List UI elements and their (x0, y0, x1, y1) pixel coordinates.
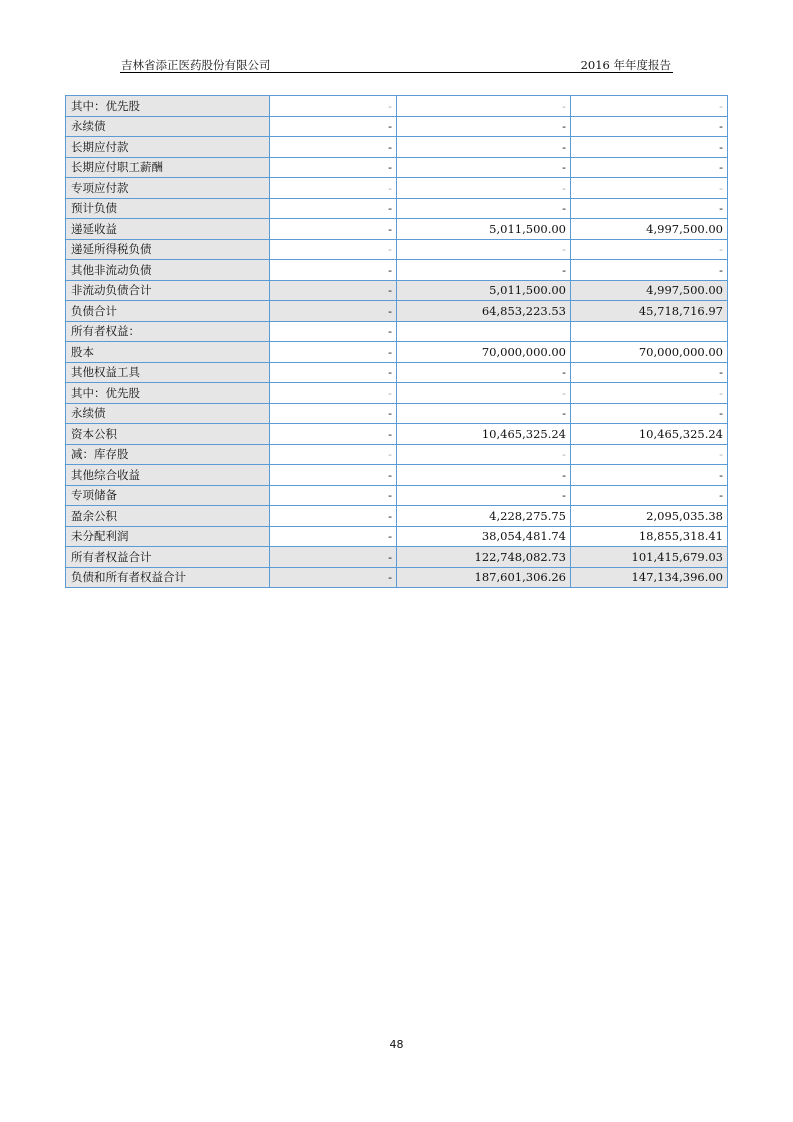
page-number: 48 (389, 1038, 404, 1051)
value-cell-col3: - (571, 362, 728, 383)
value-cell-col1: - (270, 219, 397, 240)
row-label: 专项储备 (66, 485, 270, 506)
value-cell-col1: - (270, 465, 397, 486)
value-cell-col3: - (571, 178, 728, 199)
value-cell-col2: 5,011,500.00 (397, 219, 571, 240)
value-cell-col1: - (270, 567, 397, 588)
value-cell-col1: - (270, 444, 397, 465)
table-row (66, 260, 728, 281)
table-row (66, 403, 728, 424)
table-row (66, 301, 728, 322)
table-row (66, 157, 728, 178)
value-cell-col3: 147,134,396.00 (571, 567, 728, 588)
value-cell-col2: - (397, 362, 571, 383)
row-label: 其中：优先股 (66, 383, 270, 404)
row-label: 负债和所有者权益合计 (66, 567, 270, 588)
value-cell-col3: - (571, 137, 728, 158)
value-cell-col3: - (571, 157, 728, 178)
row-label: 其他权益工具 (66, 362, 270, 383)
table-row (66, 567, 728, 588)
table-row (66, 96, 728, 117)
company-name: 吉林省添正医药股份有限公司 (121, 58, 271, 72)
value-cell-col1: - (270, 321, 397, 342)
value-cell-col3: 10,465,325.24 (571, 424, 728, 445)
value-cell-col1: - (270, 96, 397, 117)
balance-sheet-body (66, 96, 728, 588)
value-cell-col3: 2,095,035.38 (571, 506, 728, 527)
value-cell-col1: - (270, 403, 397, 424)
row-label: 永续债 (66, 403, 270, 424)
table-row (66, 342, 728, 363)
value-cell-col2: - (397, 137, 571, 158)
value-cell-col2: - (397, 403, 571, 424)
value-cell-col1: - (270, 506, 397, 527)
table-row (66, 526, 728, 547)
table-row (66, 444, 728, 465)
value-cell-col3: - (571, 96, 728, 117)
value-cell-col1: - (270, 424, 397, 445)
value-cell-col3: - (571, 239, 728, 260)
value-cell-col3: - (571, 403, 728, 424)
value-cell-col1: - (270, 178, 397, 199)
value-cell-col3: - (571, 383, 728, 404)
value-cell-col3: 45,718,716.97 (571, 301, 728, 322)
row-label: 递延所得税负债 (66, 239, 270, 260)
table-row (66, 321, 728, 342)
row-label: 长期应付款 (66, 137, 270, 158)
table-row (66, 506, 728, 527)
row-label: 其中：优先股 (66, 96, 270, 117)
value-cell-col2 (397, 321, 571, 342)
value-cell-col3: 101,415,679.03 (571, 547, 728, 568)
table-row (66, 178, 728, 199)
value-cell-col2: - (397, 465, 571, 486)
value-cell-col2: - (397, 116, 571, 137)
value-cell-col3: - (571, 260, 728, 281)
value-cell-col2: - (397, 260, 571, 281)
table-row (66, 485, 728, 506)
row-label: 所有者权益： (66, 321, 270, 342)
row-label: 专项应付款 (66, 178, 270, 199)
value-cell-col1: - (270, 260, 397, 281)
page-header (120, 56, 673, 73)
value-cell-col1: - (270, 157, 397, 178)
row-label: 减：库存股 (66, 444, 270, 465)
value-cell-col1: - (270, 198, 397, 219)
row-label: 资本公积 (66, 424, 270, 445)
value-cell-col1: - (270, 301, 397, 322)
value-cell-col3: 4,997,500.00 (571, 219, 728, 240)
row-label: 所有者权益合计 (66, 547, 270, 568)
value-cell-col2: 187,601,306.26 (397, 567, 571, 588)
table-row (66, 219, 728, 240)
value-cell-col1: - (270, 362, 397, 383)
table-row (66, 280, 728, 301)
value-cell-col2: - (397, 157, 571, 178)
value-cell-col3: - (571, 485, 728, 506)
value-cell-col2: - (397, 198, 571, 219)
table-row (66, 239, 728, 260)
balance-sheet-table (65, 95, 728, 588)
table-row (66, 362, 728, 383)
table-row (66, 116, 728, 137)
row-label: 非流动负债合计 (66, 280, 270, 301)
value-cell-col3: - (571, 198, 728, 219)
row-label: 其他非流动负债 (66, 260, 270, 281)
row-label: 股本 (66, 342, 270, 363)
value-cell-col2: 4,228,275.75 (397, 506, 571, 527)
value-cell-col3: - (571, 444, 728, 465)
value-cell-col3: 70,000,000.00 (571, 342, 728, 363)
value-cell-col2: 64,853,223.53 (397, 301, 571, 322)
value-cell-col2: 122,748,082.73 (397, 547, 571, 568)
report-title: 2016 年年度报告 (580, 58, 671, 72)
table-row (66, 424, 728, 445)
table-row (66, 198, 728, 219)
row-label: 其他综合收益 (66, 465, 270, 486)
value-cell-col1: - (270, 116, 397, 137)
row-label: 长期应付职工薪酬 (66, 157, 270, 178)
row-label: 盈余公积 (66, 506, 270, 527)
value-cell-col1: - (270, 137, 397, 158)
value-cell-col1: - (270, 239, 397, 260)
row-label: 永续债 (66, 116, 270, 137)
row-label: 未分配利润 (66, 526, 270, 547)
table-row (66, 383, 728, 404)
row-label: 负债合计 (66, 301, 270, 322)
value-cell-col3: - (571, 116, 728, 137)
table-row (66, 465, 728, 486)
value-cell-col3 (571, 321, 728, 342)
value-cell-col2: 70,000,000.00 (397, 342, 571, 363)
value-cell-col1: - (270, 280, 397, 301)
value-cell-col2: - (397, 239, 571, 260)
value-cell-col2: 10,465,325.24 (397, 424, 571, 445)
value-cell-col1: - (270, 342, 397, 363)
value-cell-col2: - (397, 178, 571, 199)
value-cell-col3: 4,997,500.00 (571, 280, 728, 301)
value-cell-col2: - (397, 485, 571, 506)
row-label: 递延收益 (66, 219, 270, 240)
value-cell-col3: 18,855,318.41 (571, 526, 728, 547)
value-cell-col3: - (571, 465, 728, 486)
value-cell-col1: - (270, 383, 397, 404)
value-cell-col2: 38,054,481.74 (397, 526, 571, 547)
table-row (66, 137, 728, 158)
row-label: 预计负债 (66, 198, 270, 219)
value-cell-col1: - (270, 547, 397, 568)
value-cell-col1: - (270, 526, 397, 547)
value-cell-col2: - (397, 96, 571, 117)
value-cell-col1: - (270, 485, 397, 506)
table-row (66, 547, 728, 568)
value-cell-col2: - (397, 444, 571, 465)
value-cell-col2: 5,011,500.00 (397, 280, 571, 301)
value-cell-col2: - (397, 383, 571, 404)
